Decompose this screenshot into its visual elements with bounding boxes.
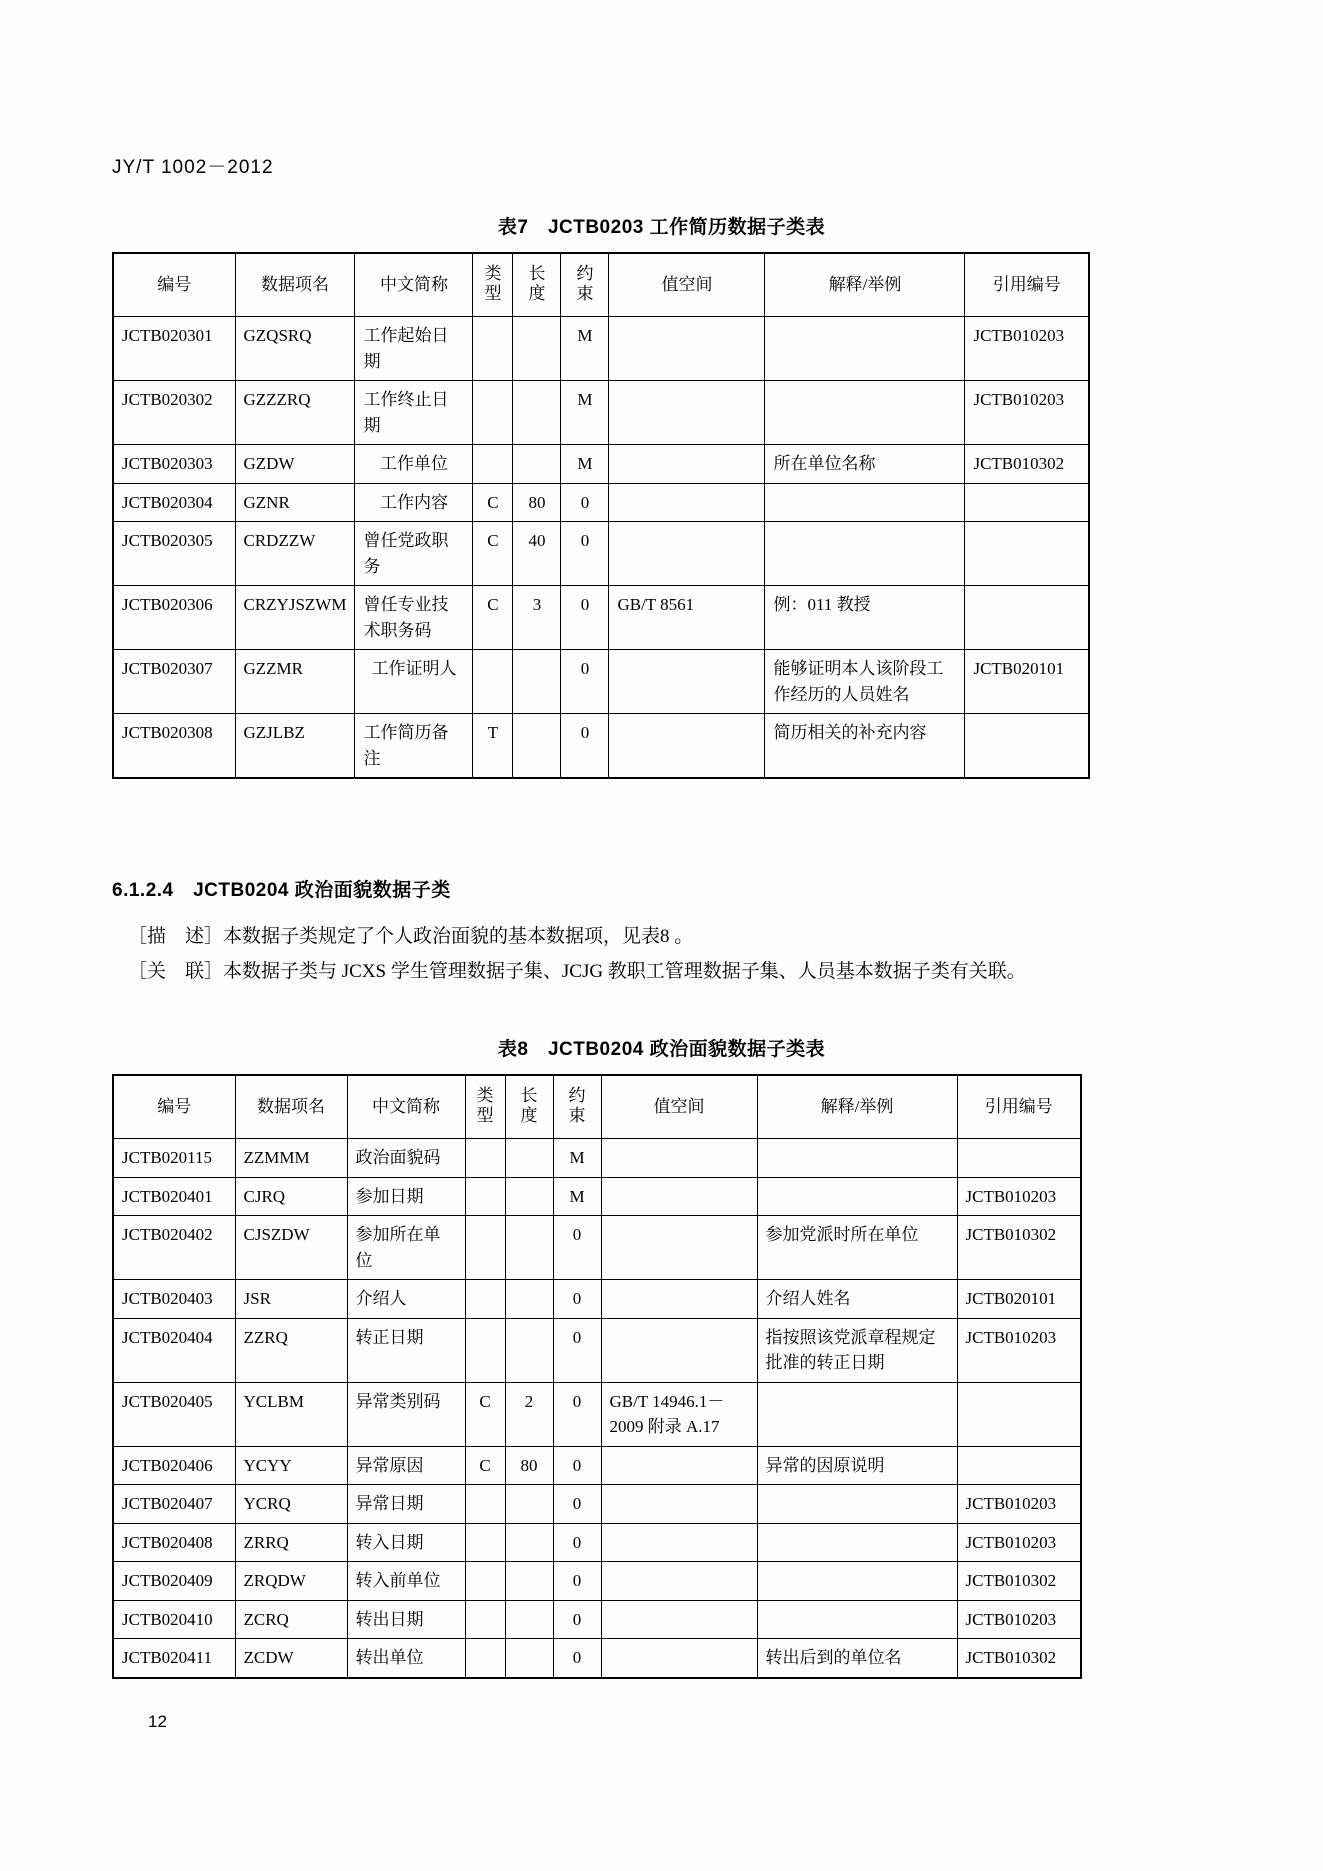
cell-type [465, 1139, 505, 1178]
cell-reference [965, 522, 1089, 586]
cell-value-space [601, 1639, 757, 1678]
cell-chinese-name: 曾任专业技术职务码 [355, 586, 473, 650]
cell-reference [965, 483, 1089, 522]
cell-item-name: CRZYJSZWM [235, 586, 355, 650]
cell-item-name: GZJLBZ [235, 714, 355, 779]
cell-chinese-name: 工作单位 [355, 445, 473, 484]
cell-value-space [601, 1562, 757, 1601]
cell-value-space [601, 1216, 757, 1280]
cell-code: JCTB020115 [113, 1139, 235, 1178]
cell-chinese-name: 工作内容 [355, 483, 473, 522]
cell-type [465, 1318, 505, 1382]
table7-header-value-space: 值空间 [609, 253, 765, 317]
cell-explain [765, 381, 965, 445]
cell-code: JCTB020302 [113, 381, 235, 445]
table8-header-constraint: 约束 [553, 1075, 601, 1139]
cell-type [465, 1216, 505, 1280]
cell-constraint: 0 [553, 1318, 601, 1382]
cell-chinese-name: 转出单位 [347, 1639, 465, 1678]
cell-type [473, 381, 513, 445]
cell-length [505, 1216, 553, 1280]
cell-explain [757, 1562, 957, 1601]
cell-item-name: CJRQ [235, 1177, 347, 1216]
cell-constraint: 0 [553, 1562, 601, 1601]
page-number: 12 [148, 1712, 167, 1731]
table-row [113, 1382, 1081, 1446]
cell-explain [765, 522, 965, 586]
table7-header-code: 编号 [113, 253, 235, 317]
cell-chinese-name: 异常日期 [347, 1485, 465, 1524]
table-row [113, 381, 1089, 445]
table7-caption: 表7 JCTB0203 工作简历数据子类表 [497, 217, 826, 238]
cell-constraint: M [561, 381, 609, 445]
cell-code: JCTB020407 [113, 1485, 235, 1524]
cell-reference: JCTB010203 [965, 317, 1089, 381]
cell-code: JCTB020301 [113, 317, 235, 381]
cell-explain: 简历相关的补充内容 [765, 714, 965, 779]
cell-value-space [601, 1446, 757, 1485]
cell-item-name: ZRRQ [235, 1523, 347, 1562]
cell-type [465, 1177, 505, 1216]
cell-item-name: CJSZDW [235, 1216, 347, 1280]
table7-header-constraint: 约束 [561, 253, 609, 317]
cell-explain [757, 1139, 957, 1178]
cell-explain: 转出后到的单位名 [757, 1639, 957, 1678]
description-text: 本数据子类规定了个人政治面貌的基本数据项，见表8 。 [223, 926, 694, 947]
cell-length [505, 1318, 553, 1382]
table-row [113, 1446, 1081, 1485]
table-row [113, 1562, 1081, 1601]
cell-type [465, 1562, 505, 1601]
cell-length [513, 445, 561, 484]
cell-item-name: CRDZZW [235, 522, 355, 586]
cell-reference [965, 586, 1089, 650]
table8-caption: 表8 JCTB0204 政治面貌数据子类表 [497, 1039, 826, 1060]
cell-constraint: 0 [553, 1280, 601, 1319]
cell-reference: JCTB010203 [957, 1600, 1081, 1639]
cell-constraint: 0 [553, 1485, 601, 1524]
cell-chinese-name: 工作证明人 [355, 650, 473, 714]
table7-header-explain: 解释/举例 [765, 253, 965, 317]
cell-type: C [473, 522, 513, 586]
table8-header-reference: 引用编号 [957, 1075, 1081, 1139]
cell-length [505, 1600, 553, 1639]
cell-value-space [601, 1318, 757, 1382]
cell-length: 80 [513, 483, 561, 522]
cell-explain: 介绍人姓名 [757, 1280, 957, 1319]
cell-constraint: 0 [553, 1216, 601, 1280]
cell-explain: 能够证明本人该阶段工作经历的人员姓名 [765, 650, 965, 714]
cell-type: T [473, 714, 513, 779]
cell-constraint: 0 [561, 522, 609, 586]
cell-explain [757, 1523, 957, 1562]
cell-constraint: M [553, 1139, 601, 1178]
cell-value-space [609, 483, 765, 522]
cell-reference [957, 1139, 1081, 1178]
cell-constraint: 0 [553, 1600, 601, 1639]
table-row [113, 586, 1089, 650]
cell-item-name: GZZZRQ [235, 381, 355, 445]
cell-reference: JCTB010203 [965, 381, 1089, 445]
cell-type: C [473, 586, 513, 650]
cell-length: 80 [505, 1446, 553, 1485]
table7-header-row [113, 253, 1089, 317]
cell-explain [757, 1382, 957, 1446]
table7 [112, 252, 1090, 779]
cell-reference: JCTB010302 [957, 1562, 1081, 1601]
cell-constraint: 0 [561, 714, 609, 779]
cell-type: C [473, 483, 513, 522]
relation-text: 本数据子类与 JCXS 学生管理数据子集、JCJG 教职工管理数据子集、人员基本数据子类有关联。 [223, 961, 1026, 982]
cell-code: JCTB020409 [113, 1562, 235, 1601]
cell-length [505, 1639, 553, 1678]
table-row [113, 1600, 1081, 1639]
table-row [113, 1485, 1081, 1524]
cell-chinese-name: 工作简历备注 [355, 714, 473, 779]
table8-header-chinese-name: 中文简称 [347, 1075, 465, 1139]
table-row [113, 650, 1089, 714]
cell-code: JCTB020401 [113, 1177, 235, 1216]
cell-reference: JCTB010302 [965, 445, 1089, 484]
cell-explain [757, 1177, 957, 1216]
cell-type [465, 1523, 505, 1562]
cell-chinese-name: 工作终止日期 [355, 381, 473, 445]
cell-item-name: GZDW [235, 445, 355, 484]
cell-reference [957, 1382, 1081, 1446]
cell-value-space [601, 1600, 757, 1639]
cell-chinese-name: 异常原因 [347, 1446, 465, 1485]
cell-length [505, 1280, 553, 1319]
cell-type [473, 445, 513, 484]
cell-value-space [601, 1523, 757, 1562]
cell-chinese-name: 工作起始日期 [355, 317, 473, 381]
table7-header-item-name: 数据项名 [235, 253, 355, 317]
cell-code: JCTB020402 [113, 1216, 235, 1280]
table7-header-length: 长度 [513, 253, 561, 317]
cell-code: JCTB020303 [113, 445, 235, 484]
cell-length [513, 317, 561, 381]
section-heading: 6.1.2.4 JCTB0204 政治面貌数据子类 [112, 880, 451, 901]
cell-constraint: 0 [553, 1639, 601, 1678]
table8-header-explain: 解释/举例 [757, 1075, 957, 1139]
cell-constraint: 0 [561, 650, 609, 714]
table-row [113, 1523, 1081, 1562]
cell-type [473, 317, 513, 381]
cell-code: JCTB020403 [113, 1280, 235, 1319]
table-row [113, 317, 1089, 381]
cell-constraint: M [561, 445, 609, 484]
cell-code: JCTB020305 [113, 522, 235, 586]
table-row [113, 1280, 1081, 1319]
table7-header-reference: 引用编号 [965, 253, 1089, 317]
cell-value-space [609, 650, 765, 714]
cell-value-space: GB/T 8561 [609, 586, 765, 650]
cell-item-name: ZCRQ [235, 1600, 347, 1639]
cell-reference: JCTB020101 [965, 650, 1089, 714]
cell-item-name: YCRQ [235, 1485, 347, 1524]
cell-length: 3 [513, 586, 561, 650]
cell-value-space [609, 381, 765, 445]
cell-value-space [601, 1280, 757, 1319]
cell-length: 40 [513, 522, 561, 586]
cell-explain [765, 483, 965, 522]
cell-code: JCTB020410 [113, 1600, 235, 1639]
table8-header-code: 编号 [113, 1075, 235, 1139]
cell-reference: JCTB010302 [957, 1216, 1081, 1280]
cell-chinese-name: 转出日期 [347, 1600, 465, 1639]
cell-constraint: 0 [553, 1446, 601, 1485]
cell-value-space [601, 1139, 757, 1178]
cell-chinese-name: 介绍人 [347, 1280, 465, 1319]
table8-header-item-name: 数据项名 [235, 1075, 347, 1139]
relation-paragraph [128, 955, 1218, 988]
table8-header-value-space: 值空间 [601, 1075, 757, 1139]
cell-type [465, 1280, 505, 1319]
cell-explain [757, 1485, 957, 1524]
standard-number-header: JY/T 1002－2012 [112, 157, 274, 178]
cell-constraint: 0 [561, 586, 609, 650]
cell-value-space [609, 714, 765, 779]
cell-item-name: GZNR [235, 483, 355, 522]
cell-length [513, 381, 561, 445]
cell-chinese-name: 转正日期 [347, 1318, 465, 1382]
table8 [112, 1074, 1082, 1679]
cell-reference: JCTB010203 [957, 1318, 1081, 1382]
table8-container [112, 1074, 1212, 1679]
cell-code: JCTB020307 [113, 650, 235, 714]
description-paragraph [128, 920, 1218, 953]
cell-chinese-name: 异常类别码 [347, 1382, 465, 1446]
table8-header-row [113, 1075, 1081, 1139]
cell-item-name: JSR [235, 1280, 347, 1319]
cell-type: C [465, 1382, 505, 1446]
cell-type [473, 650, 513, 714]
cell-code: JCTB020308 [113, 714, 235, 779]
cell-reference: JCTB010302 [957, 1639, 1081, 1678]
cell-code: JCTB020405 [113, 1382, 235, 1446]
cell-length [505, 1177, 553, 1216]
cell-type [465, 1600, 505, 1639]
cell-length [513, 714, 561, 779]
cell-code: JCTB020304 [113, 483, 235, 522]
cell-chinese-name: 参加所在单位 [347, 1216, 465, 1280]
cell-explain: 指按照该党派章程规定批准的转正日期 [757, 1318, 957, 1382]
cell-length [505, 1562, 553, 1601]
table8-header-type: 类型 [465, 1075, 505, 1139]
cell-item-name: ZZRQ [235, 1318, 347, 1382]
cell-value-space [609, 317, 765, 381]
cell-chinese-name: 政治面貌码 [347, 1139, 465, 1178]
table-row [113, 1177, 1081, 1216]
cell-item-name: ZRQDW [235, 1562, 347, 1601]
description-label: ［描 述］ [128, 926, 224, 947]
table8-header-length: 长度 [505, 1075, 553, 1139]
cell-chinese-name: 转入前单位 [347, 1562, 465, 1601]
table-row [113, 483, 1089, 522]
cell-code: JCTB020406 [113, 1446, 235, 1485]
cell-reference: JCTB010203 [957, 1523, 1081, 1562]
table-row [113, 1139, 1081, 1178]
cell-length [505, 1485, 553, 1524]
table-row [113, 1639, 1081, 1678]
cell-code: JCTB020411 [113, 1639, 235, 1678]
cell-reference [965, 714, 1089, 779]
cell-type [465, 1485, 505, 1524]
cell-explain: 例：011 教授 [765, 586, 965, 650]
cell-constraint: 0 [561, 483, 609, 522]
cell-item-name: YCLBM [235, 1382, 347, 1446]
cell-constraint: M [561, 317, 609, 381]
cell-explain: 参加党派时所在单位 [757, 1216, 957, 1280]
cell-item-name: ZCDW [235, 1639, 347, 1678]
table7-header-type: 类型 [473, 253, 513, 317]
cell-item-name: ZZMMM [235, 1139, 347, 1178]
cell-value-space [601, 1177, 757, 1216]
cell-length [505, 1139, 553, 1178]
cell-type: C [465, 1446, 505, 1485]
cell-constraint: 0 [553, 1382, 601, 1446]
cell-code: JCTB020306 [113, 586, 235, 650]
table7-header-chinese-name: 中文简称 [355, 253, 473, 317]
cell-item-name: GZZMR [235, 650, 355, 714]
cell-chinese-name: 参加日期 [347, 1177, 465, 1216]
cell-explain: 所在单位名称 [765, 445, 965, 484]
cell-type [465, 1639, 505, 1678]
cell-value-space [601, 1485, 757, 1524]
table-row [113, 445, 1089, 484]
cell-constraint: 0 [553, 1523, 601, 1562]
cell-reference [957, 1446, 1081, 1485]
cell-item-name: GZQSRQ [235, 317, 355, 381]
cell-chinese-name: 转入日期 [347, 1523, 465, 1562]
cell-length [505, 1523, 553, 1562]
table7-container [112, 252, 1212, 779]
table-row [113, 1318, 1081, 1382]
cell-explain [765, 317, 965, 381]
cell-chinese-name: 曾任党政职务 [355, 522, 473, 586]
cell-item-name: YCYY [235, 1446, 347, 1485]
cell-value-space [609, 445, 765, 484]
cell-explain [757, 1600, 957, 1639]
table-row [113, 522, 1089, 586]
cell-reference: JCTB010203 [957, 1485, 1081, 1524]
cell-reference: JCTB020101 [957, 1280, 1081, 1319]
cell-value-space [609, 522, 765, 586]
relation-label: ［关 联］ [128, 961, 224, 982]
cell-length [513, 650, 561, 714]
cell-code: JCTB020408 [113, 1523, 235, 1562]
cell-constraint: M [553, 1177, 601, 1216]
cell-code: JCTB020404 [113, 1318, 235, 1382]
cell-reference: JCTB010203 [957, 1177, 1081, 1216]
table-row [113, 714, 1089, 779]
table-row [113, 1216, 1081, 1280]
cell-length: 2 [505, 1382, 553, 1446]
cell-value-space: GB/T 14946.1－2009 附录 A.17 [601, 1382, 757, 1446]
cell-explain: 异常的因原说明 [757, 1446, 957, 1485]
